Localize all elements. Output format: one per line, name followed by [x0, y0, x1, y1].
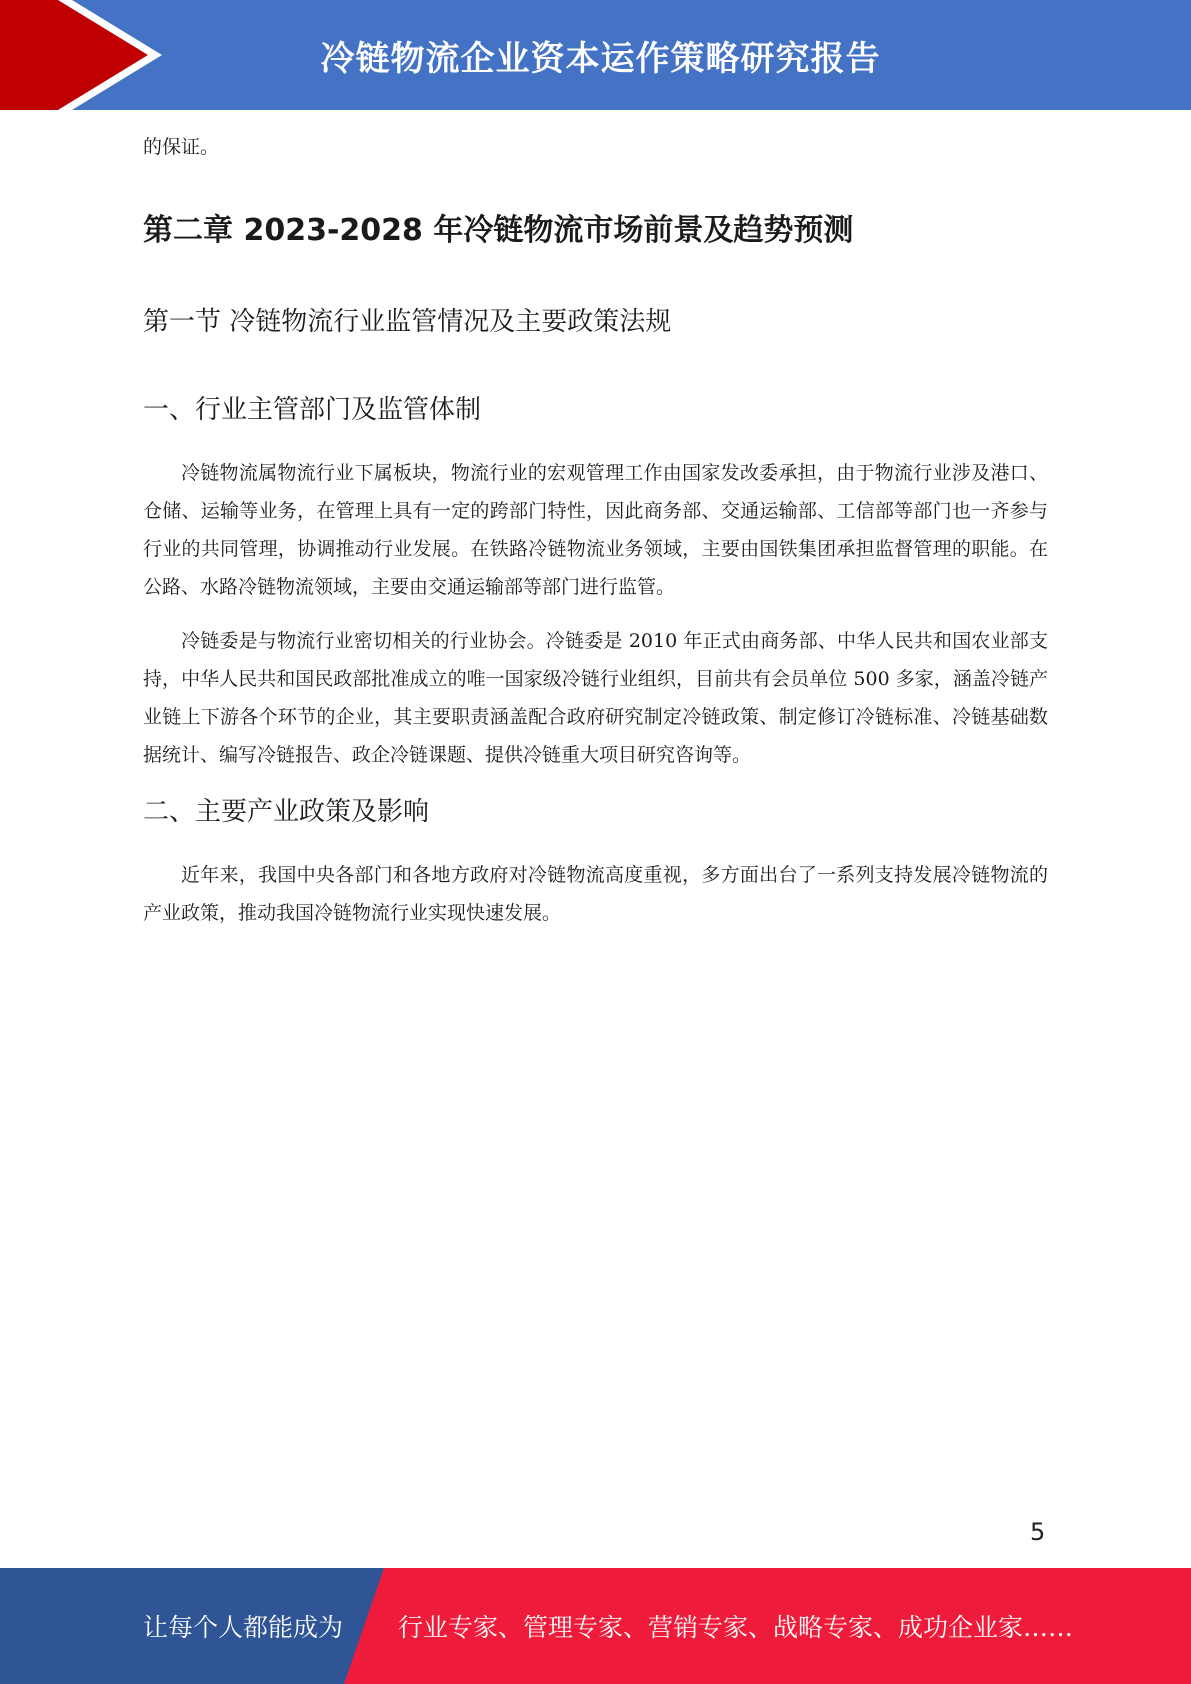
chapter-title: 第二章 2023-2028 年冷链物流市场前景及趋势预测 — [143, 213, 854, 248]
page-footer — [0, 1568, 1191, 1684]
paragraph-policy: 近年来，我国中央各部门和各地方政府对冷链物流高度重视，多方面出台了一系列支持发展冷链物流的产业政策，推动我国冷链物流行业实现快速发展。 — [143, 864, 1048, 924]
paragraph-association: 冷链委是与物流行业密切相关的行业协会。冷链委是 2010 年正式由商务部、中华人民共和国农业部支持，中华人民共和国民政部批准成立的唯一国家级冷链行业组织，目前共有会员单位 500 多家，涵盖冷链产业链上下游各个环节的企业，其主要职责涵盖配合政府研究制定冷链政策、制定修订冷链标准、冷链基础数据统计、编写冷链报告、政企冷链课题、提供冷链重大项目研究咨询等。 — [143, 630, 1048, 766]
footer-slogan-left: 让每个人都能成为 — [143, 1613, 344, 1642]
page-header — [0, 0, 1191, 110]
paragraph-regulation: 冷链物流属物流行业下属板块，物流行业的宏观管理工作由国家发改委承担，由于物流行业涉及港口、仓储、运输等业务，在管理上具有一定的跨部门特性，因此商务部、交通运输部、工信部等部门也一齐参与行业的共同管理，协调推动行业发展。在铁路冷链物流业务领域，主要由国铁集团承担监督管理的职能。在公路、水路冷链物流领域，主要由交通运输部等部门进行监管。 — [143, 462, 1048, 598]
report-title: 冷链物流企业资本运作策略研究报告 — [320, 38, 881, 79]
page-number: 5 — [1030, 1518, 1046, 1546]
footer-slogan-right: 行业专家、管理专家、营销专家、战略专家、成功企业家…… — [398, 1613, 1074, 1642]
continuation-text: 的保证。 — [143, 136, 220, 158]
section-title: 第一节 冷链物流行业监管情况及主要政策法规 — [143, 307, 672, 337]
subsection-title-regulation: 一、行业主管部门及监管体制 — [143, 395, 482, 425]
subsection-title-policy: 二、主要产业政策及影响 — [143, 797, 430, 827]
document-body — [143, 120, 1048, 932]
